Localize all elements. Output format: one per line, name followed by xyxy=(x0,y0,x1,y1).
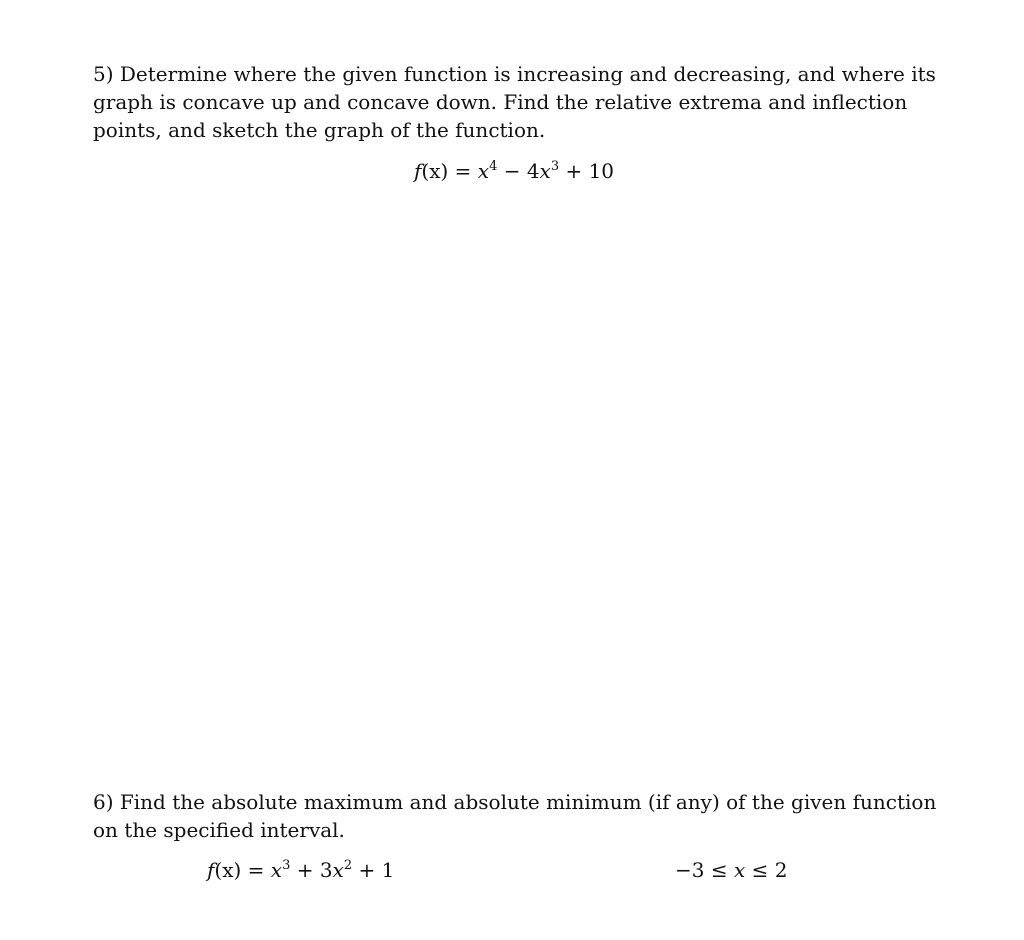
problem-6-formula: $f(x) = x^3 + 3x^2 + 1$ xyxy=(207,858,395,882)
work-area xyxy=(93,200,953,770)
problem-5-text: 5) Determine where the given function is increasing and decreasing, and where its graph is concave up and concave down. Find the relative extrema and inflection points, and sketch the graph of the function. xyxy=(93,62,936,142)
problem-6-interval: −3 ≤ x ≤ 2 xyxy=(675,858,788,882)
problem-5-formula: $f(x) = x^4 - 4x^3 + 10$ xyxy=(414,159,615,183)
problem-6-text: 6) Find the absolute maximum and absolute minimum (if any) of the given function on the specified interval. xyxy=(93,790,937,842)
